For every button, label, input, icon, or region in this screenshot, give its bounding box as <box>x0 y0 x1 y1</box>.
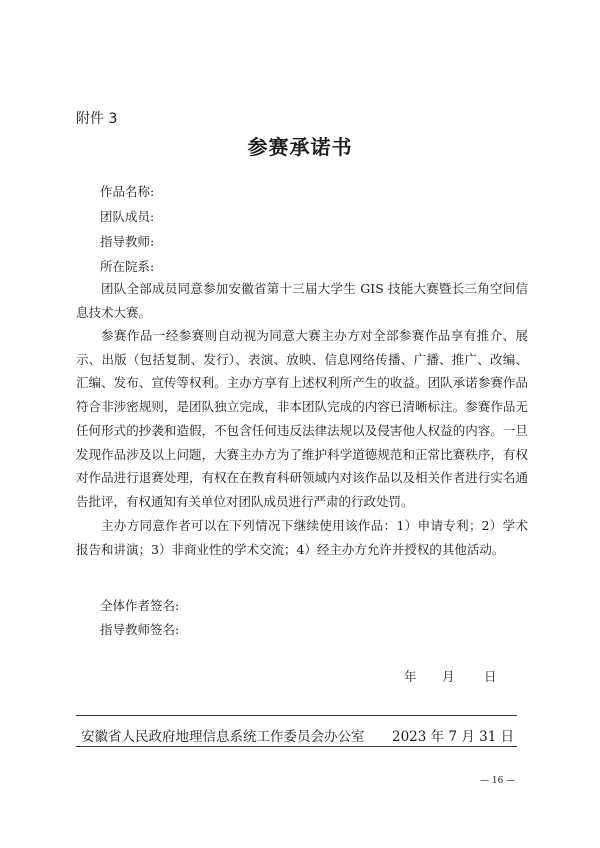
field-team-members: 团队成员: <box>100 209 155 224</box>
paragraph-participation: 团队全部成员同意参加安徽省第十三届大学生 GIS 技能大赛暨长三角空间信息技术大赛。 <box>76 281 528 320</box>
page-number: — 16 — <box>480 776 516 786</box>
footer-office: 安徽省人民政府地理信息系统工作委员会办公室 <box>81 729 365 745</box>
field-college: 所在院系: <box>100 259 155 274</box>
field-advisor: 指导教师: <box>100 234 155 249</box>
field-work-name: 作品名称: <box>100 184 155 199</box>
footer-date: 2023 年 7 月 31 日 <box>392 729 515 745</box>
attachment-label: 附件 3 <box>76 111 118 127</box>
footer-rule-bottom <box>76 746 517 747</box>
paragraph-rights: 参赛作品一经参赛则自动视为同意大赛主办方对全部参赛作品享有推介、展示、出版（包括复制、发行）、表演、放映、信息网络传播、广播、推广、改编、汇编、发布、宣传等权利。主办方享有上述权利所产生的收益。团队承诺参赛作品符合非涉密规则，是团队独立完成，非本团队完成的内容已清晰标注。参赛作品无任何形式的抄袭和造假，不包含任何违反法律法规以及侵害他人权益的内容。一旦发现作品涉及以上问题，大赛主办方为了维护科学道德规范和正常比赛秩序，有权对作品进行退赛处理，有权在在教育科研领域内对该作品以及相关作者进行实名通告批评，有权通知有关单位对团队成员进行严肃的行政处罚。 <box>76 328 528 509</box>
date-month-label: 月 <box>442 669 455 684</box>
date-year-label: 年 <box>404 669 417 684</box>
signature-authors: 全体作者签名: <box>100 598 180 613</box>
document-title: 参赛承诺书 <box>247 135 353 159</box>
paragraph-usage: 主办方同意作者可以在下列情况下继续使用该作品：1）申请专利；2）学术报告和讲演；3）非商业性的学术交流；4）经主办方允许并授权的其他活动。 <box>76 518 528 557</box>
date-day-label: 日 <box>484 669 497 684</box>
footer-rule-top <box>76 715 517 716</box>
signature-advisor: 指导教师签名: <box>100 622 180 637</box>
